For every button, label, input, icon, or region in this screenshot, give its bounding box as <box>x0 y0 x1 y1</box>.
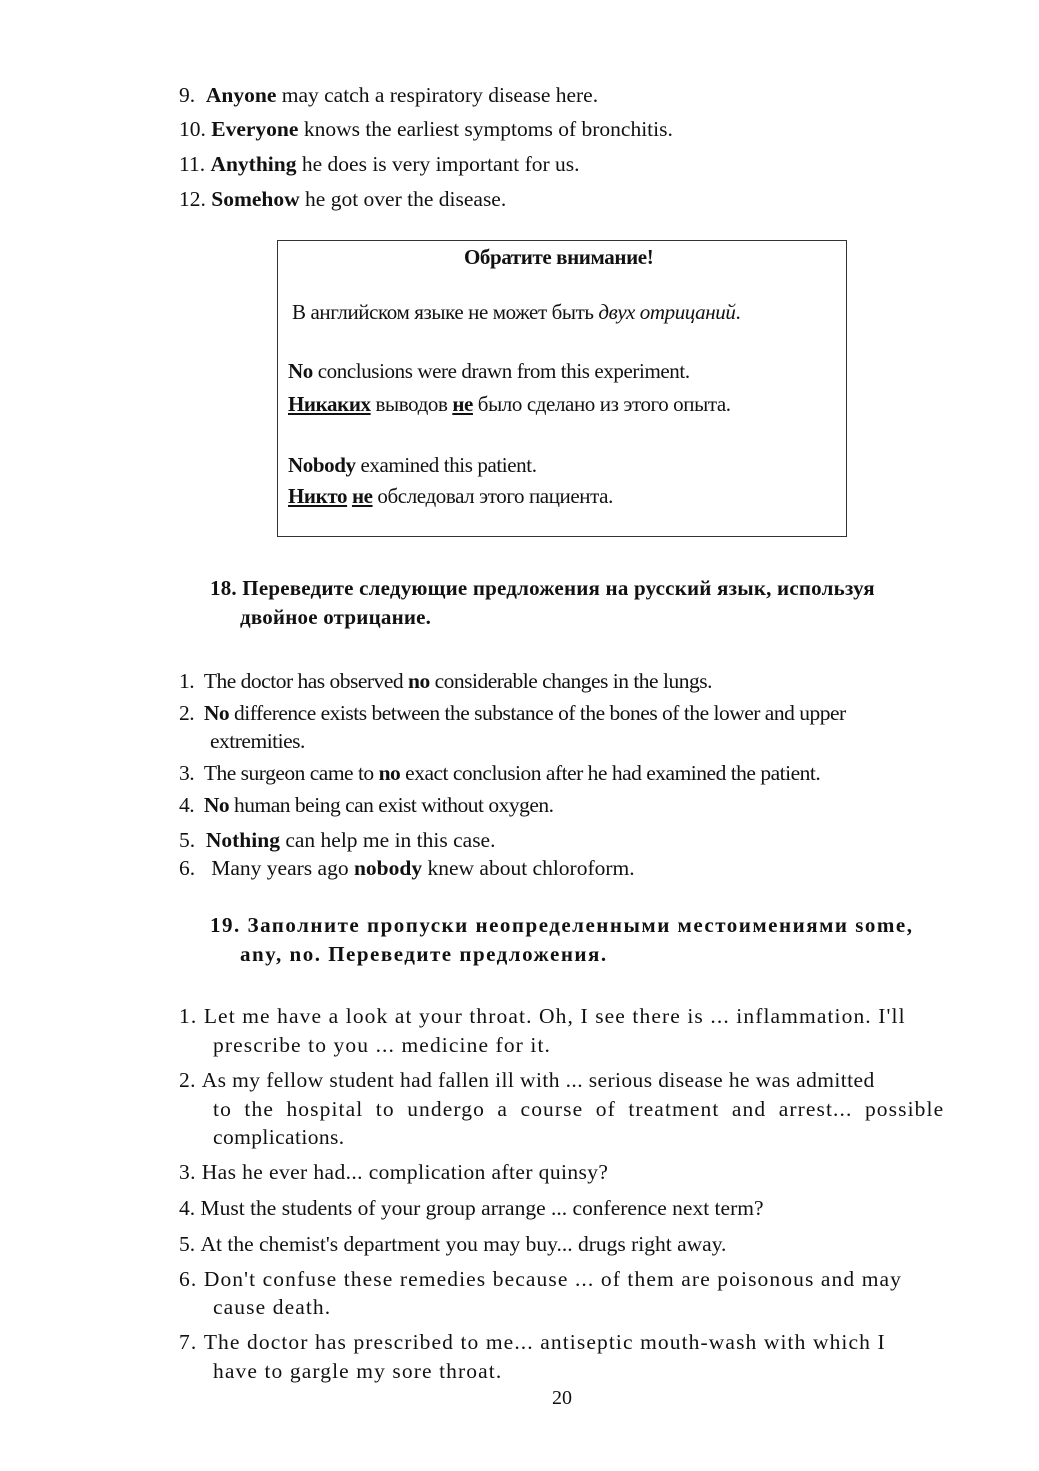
list-item: 1. The doctor has observed no considerable changes in the lungs. <box>179 669 712 693</box>
item-number: 12. <box>179 187 206 211</box>
list-item: 2. As my fellow student had fallen ill with ... serious disease he was admitted <box>179 1068 875 1092</box>
list-item: 1. Let me have a look at your throat. Oh, I see there is ... inflammation. I'll <box>179 1004 906 1028</box>
list-item: 2. No difference exists between the substance of the bones of the lower and upper <box>179 701 846 725</box>
item-number: 11. <box>179 152 206 176</box>
list-item: 6. Many years ago nobody knew about chloroform. <box>179 856 635 880</box>
example-1-russian: Никаких выводов не было сделано из этого опыта. <box>288 392 731 416</box>
list-item: 5. At the chemist's department you may buy... drugs right away. <box>179 1232 727 1256</box>
keyword: Somehow <box>211 187 300 211</box>
list-item-continuation: complications. <box>213 1125 345 1149</box>
list-item-continuation: to the hospital to undergo a course of treatment and arrest... possible <box>213 1097 945 1121</box>
list-item <box>179 150 580 178</box>
exercise-18-heading: 18. Переведите следующие предложения на русский язык, используя <box>210 576 875 600</box>
list-item <box>179 185 506 213</box>
item-text: may catch a respiratory disease here. <box>276 83 599 107</box>
note-box <box>277 240 847 537</box>
list-item <box>179 81 598 109</box>
example-2-russian: Никто не обследовал этого пациента. <box>288 484 613 508</box>
item-text: knows the earliest symptoms of bronchitis. <box>298 117 673 141</box>
page-number: 20 <box>552 1387 572 1409</box>
list-item <box>179 115 673 143</box>
item-number: 9. <box>179 83 196 107</box>
list-item: 6. Don't confuse these remedies because ... of them are poisonous and may <box>179 1267 903 1291</box>
list-item: 5. Nothing can help me in this case. <box>179 828 496 852</box>
item-number: 10. <box>179 117 206 141</box>
note-rule: В английском языке не может быть двух отрицаний. <box>292 300 741 324</box>
exercise-18-heading-cont: двойное отрицание. <box>240 605 432 629</box>
list-item-continuation: have to gargle my sore throat. <box>213 1359 503 1383</box>
exercise-19-heading: 19. Заполните пропуски неопределенными местоимениями some, <box>210 913 914 937</box>
list-item-continuation: prescribe to you ... medicine for it. <box>213 1033 552 1057</box>
keyword: Anyone <box>205 83 277 107</box>
list-item: 4. No human being can exist without oxygen. <box>179 793 554 817</box>
list-item: 3. The surgeon came to no exact conclusion after he had examined the patient. <box>179 761 821 785</box>
list-item: 3. Has he ever had... complication after quinsy? <box>179 1160 609 1184</box>
list-item-continuation: extremities. <box>210 729 305 753</box>
example-2-english: Nobody examined this patient. <box>288 453 537 477</box>
keyword: Everyone <box>211 117 299 141</box>
item-text: he does is very important for us. <box>296 152 580 176</box>
list-item-continuation: cause death. <box>213 1295 332 1319</box>
note-title: Обратите внимание! <box>464 245 654 269</box>
exercise-19-heading-cont: any, no. Переведите предложения. <box>240 942 608 966</box>
example-1-english: No conclusions were drawn from this experiment. <box>288 359 690 383</box>
item-text: he got over the disease. <box>299 187 507 211</box>
list-item: 7. The doctor has prescribed to me... antiseptic mouth-wash with which I <box>179 1330 886 1354</box>
list-item: 4. Must the students of your group arrange ... conference next term? <box>179 1196 764 1220</box>
keyword: Anything <box>210 152 297 176</box>
